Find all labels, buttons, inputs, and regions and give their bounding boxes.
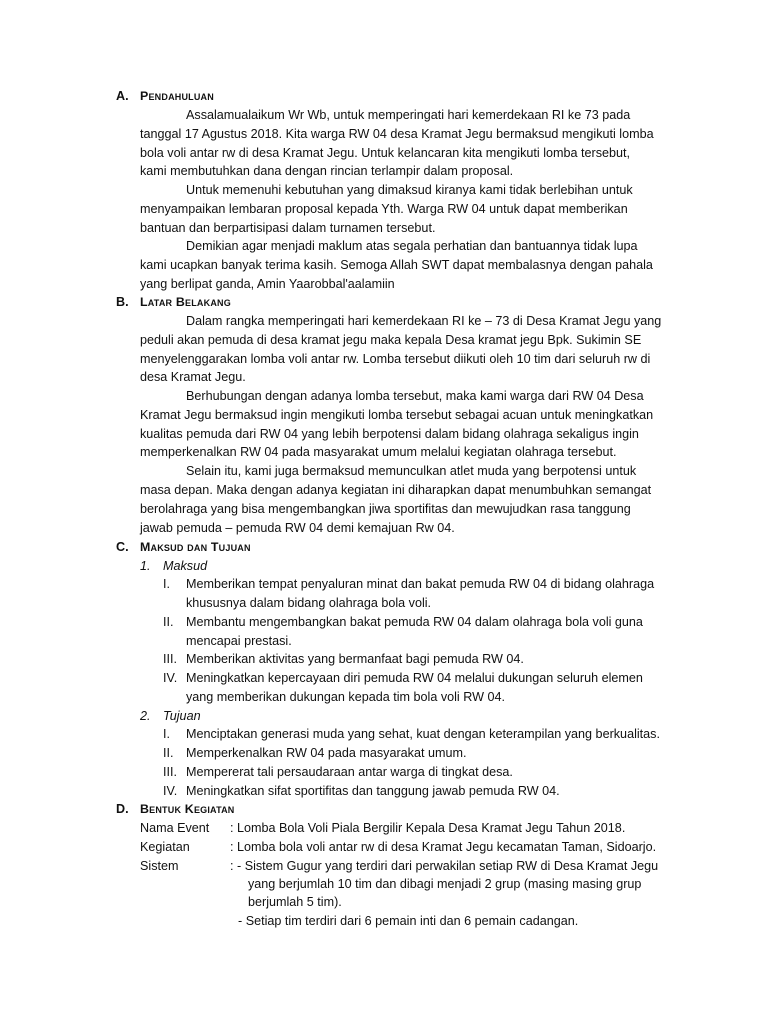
maksud-item-text: Membantu mengembangkan bakat pemuda RW 04 dalam olahraga bola voli guna bbox=[186, 615, 643, 629]
paragraph-line: yang berlipat ganda, Amin Yaarobbal'aalamiin bbox=[140, 277, 395, 291]
paragraph-line: Kramat Jegu bermaksud ingin mengikuti lomba tersebut sebagai acuan untuk meningkatkan bbox=[140, 408, 654, 422]
maksud-number: 1. bbox=[140, 559, 151, 573]
paragraph-line: desa Kramat Jegu. bbox=[140, 370, 246, 384]
paragraph-line: tanggal 17 Agustus 2018. Kita warga RW 04 desa Kramat Jegu bermaksud mengikuti lomba bbox=[140, 127, 654, 141]
tujuan-item-text: Menciptakan generasi muda yang sehat, kuat dengan keterampilan yang berkualitas. bbox=[186, 727, 660, 741]
paragraph-line: menyelenggarakan lomba voli antar rw. Lomba tersebut diikuti oleh 10 tim dari seluruh rw di bbox=[140, 352, 651, 366]
maksud-title: Maksud bbox=[163, 559, 208, 573]
tujuan-item-text: Meningkatkan sifat sportifitas dan tanggung jawab pemuda RW 04. bbox=[186, 784, 560, 798]
paragraph-line: peduli akan pemuda di desa kramat jegu maka kepala Desa kramat jegu Bpk. Sukimin SE bbox=[140, 333, 642, 347]
tujuan-number: 2. bbox=[140, 709, 151, 723]
detail-value-continued: yang berjumlah 10 tim dan dibagi menjadi 2 grup (masing masing grup bbox=[248, 877, 642, 891]
detail-value-continued: - Setiap tim terdiri dari 6 pemain inti dan 6 pemain cadangan. bbox=[238, 914, 579, 928]
maksud-item-text: Meningkatkan kepercayaan diri pemuda RW 04 melalui dukungan seluruh elemen bbox=[186, 671, 643, 685]
paragraph-line: berolahraga yang bisa mengembangkan jiwa sportifitas dan mewujudkan rasa tanggung bbox=[140, 502, 631, 516]
maksud-item-numeral: II. bbox=[163, 615, 174, 629]
maksud-item-text: khususnya dalam bidang olahraga bola voli. bbox=[186, 596, 432, 610]
paragraph-line: bola voli antar rw di desa Kramat Jegu. Untuk kelancaran kita mengikuti lomba tersebut, bbox=[140, 146, 631, 160]
paragraph-line: Selain itu, kami juga bermaksud memunculkan atlet muda yang berpotensi untuk bbox=[186, 464, 637, 478]
tujuan-item-numeral: III. bbox=[163, 765, 177, 779]
paragraph-line: Assalamualaikum Wr Wb, untuk memperingati hari kemerdekaan RI ke 73 pada bbox=[186, 108, 631, 122]
maksud-item-numeral: IV. bbox=[163, 671, 178, 685]
section-d-letter: D. bbox=[116, 802, 129, 816]
tujuan-item-text: Memperkenalkan RW 04 pada masyarakat umum. bbox=[186, 746, 467, 760]
detail-label: Sistem bbox=[140, 859, 179, 873]
paragraph-line: memperkenalkan RW 04 pada masyarakat umum melalui kegiatan olahraga tersebut. bbox=[140, 445, 617, 459]
section-d-heading: Bentuk Kegiatan bbox=[140, 802, 235, 816]
maksud-item-numeral: I. bbox=[163, 577, 170, 591]
section-c-heading: Maksud dan Tujuan bbox=[140, 540, 251, 554]
paragraph-line: menyampaikan lembaran proposal kepada Yth. Warga RW 04 untuk dapat memberikan bbox=[140, 202, 628, 216]
section-b-letter: B. bbox=[116, 295, 129, 309]
tujuan-item-numeral: II. bbox=[163, 746, 174, 760]
detail-value: : Lomba Bola Voli Piala Bergilir Kepala Desa Kramat Jegu Tahun 2018. bbox=[230, 821, 626, 835]
section-c-letter: C. bbox=[116, 540, 129, 554]
section-b-heading: Latar Belakang bbox=[140, 295, 231, 309]
section-a-letter: A. bbox=[116, 89, 129, 103]
detail-value: : - Sistem Gugur yang terdiri dari perwakilan setiap RW di Desa Kramat Jegu bbox=[230, 859, 659, 873]
paragraph-line: kualitas pemuda dari RW 04 yang lebih berpotensi dalam bidang olahraga sekaligus ingin bbox=[140, 427, 639, 441]
paragraph-line: kami ucapkan banyak terima kasih. Semoga Allah SWT dapat membalasnya dengan pahala bbox=[140, 258, 653, 272]
paragraph-line: Dalam rangka memperingati hari kemerdekaan RI ke – 73 di Desa Kramat Jegu yang bbox=[186, 314, 662, 328]
paragraph-line: bantuan dan berpartisipasi dalam turnamen tersebut. bbox=[140, 221, 436, 235]
maksud-item-numeral: III. bbox=[163, 652, 177, 666]
maksud-item-text: Memberikan aktivitas yang bermanfaat bagi pemuda RW 04. bbox=[186, 652, 524, 666]
paragraph-line: jawab pemuda – pemuda RW 04 demi kemajuan Rw 04. bbox=[140, 521, 455, 535]
paragraph-line: Berhubungan dengan adanya lomba tersebut, maka kami warga dari RW 04 Desa bbox=[186, 389, 644, 403]
tujuan-item-text: Mempererat tali persaudaraan antar warga di tingkat desa. bbox=[186, 765, 513, 779]
paragraph-line: kami membutuhkan dana dengan rincian terlampir dalam proposal. bbox=[140, 164, 514, 178]
tujuan-item-numeral: IV. bbox=[163, 784, 178, 798]
maksud-item-text: mencapai prestasi. bbox=[186, 634, 292, 648]
paragraph-line: Demikian agar menjadi maklum atas segala perhatian dan bantuannya tidak lupa bbox=[186, 239, 638, 253]
detail-value-continued: berjumlah 5 tim). bbox=[248, 895, 342, 909]
section-a-heading: Pendahuluan bbox=[140, 89, 214, 103]
detail-value: : Lomba bola voli antar rw di desa Kramat Jegu kecamatan Taman, Sidoarjo. bbox=[230, 840, 657, 854]
detail-label: Kegiatan bbox=[140, 840, 190, 854]
detail-label: Nama Event bbox=[140, 821, 210, 835]
paragraph-line: Untuk memenuhi kebutuhan yang dimaksud kiranya kami tidak berlebihan untuk bbox=[186, 183, 633, 197]
maksud-item-text: Memberikan tempat penyaluran minat dan bakat pemuda RW 04 di bidang olahraga bbox=[186, 577, 655, 591]
maksud-item-text: yang memberikan dukungan kepada tim bola voli RW 04. bbox=[186, 690, 505, 704]
paragraph-line: masa depan. Maka dengan adanya kegiatan ini diharapkan dapat menumbuhkan semangat bbox=[140, 483, 652, 497]
tujuan-item-numeral: I. bbox=[163, 727, 170, 741]
tujuan-title: Tujuan bbox=[163, 709, 201, 723]
